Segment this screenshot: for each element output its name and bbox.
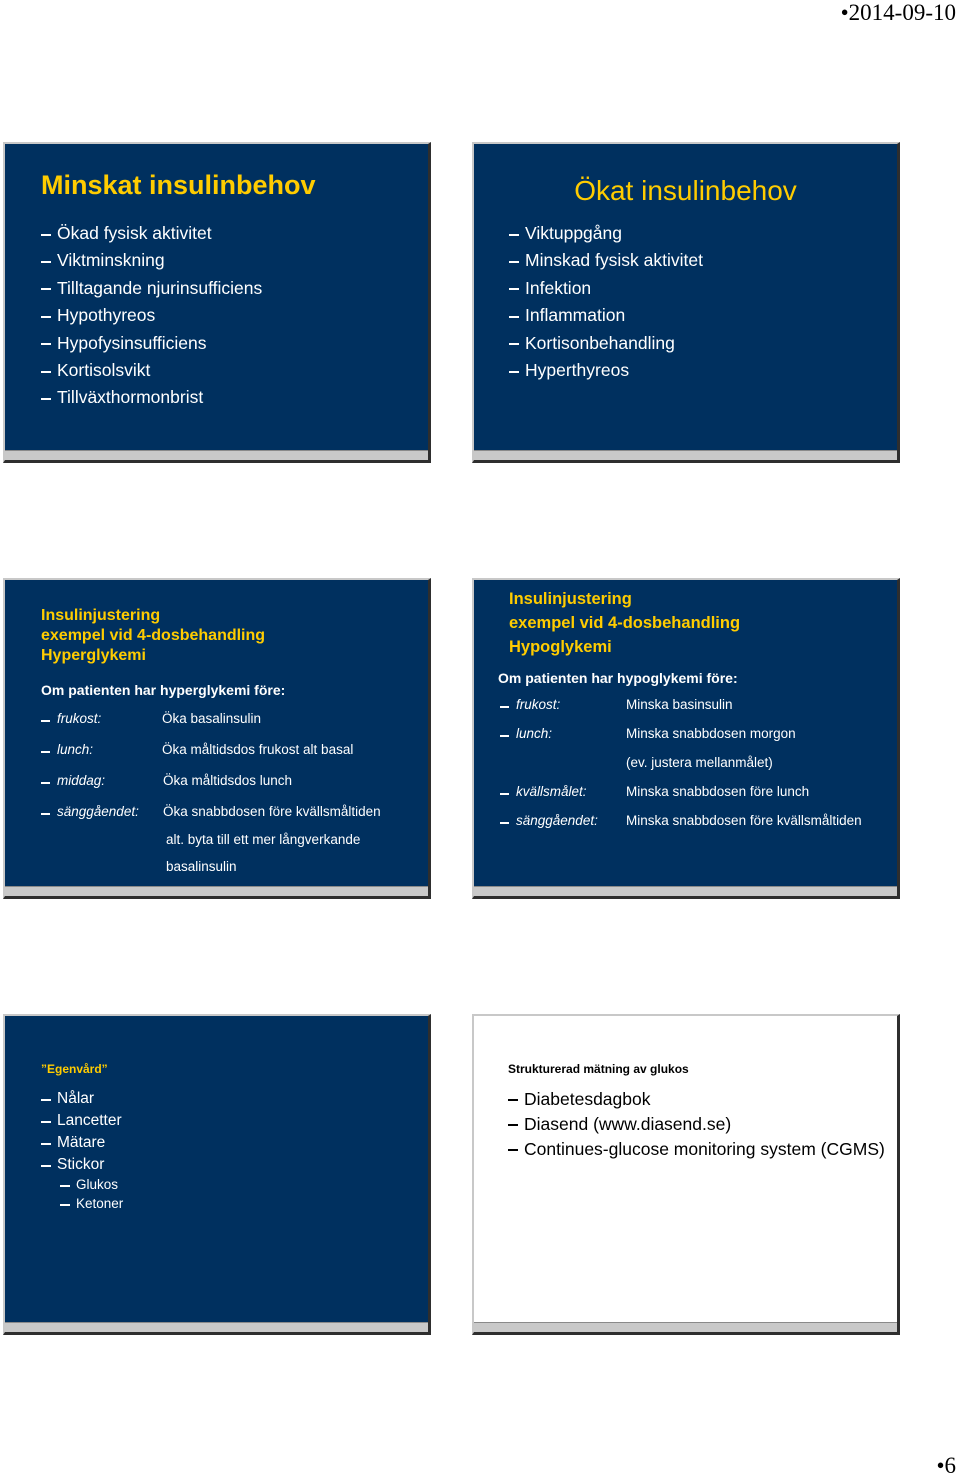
bullet-list xyxy=(509,220,703,384)
intro-text: Om patienten har hypoglykemi före: xyxy=(498,670,738,686)
row-value: Öka basalinsulin xyxy=(162,711,262,726)
bullet-list xyxy=(41,220,262,412)
row-label: middag: xyxy=(57,773,106,788)
slide-title: Ökat insulinbehov xyxy=(574,175,797,206)
row-label: kvällsmålet: xyxy=(516,784,587,799)
list-item: Diasend (www.diasend.se) xyxy=(508,1114,884,1134)
slide-title: ”Egenvård” xyxy=(41,1062,108,1076)
title-line: Insulinjustering xyxy=(41,607,161,624)
row-value: Minska snabbdosen morgon xyxy=(626,726,796,741)
list-item: Kortisolsvikt xyxy=(41,357,262,384)
row-value: Minska basinsulin xyxy=(626,697,733,712)
title-line: Hyperglykemi xyxy=(41,647,146,664)
list-item: Glukos xyxy=(60,1175,123,1194)
row-label: sänggåendet: xyxy=(516,813,598,828)
list-item: Viktuppgång xyxy=(509,220,703,247)
dash-marker xyxy=(500,822,509,824)
slide-okat-insulinbehov xyxy=(472,142,900,463)
dash-marker xyxy=(41,751,50,753)
list-item: Infektion xyxy=(509,275,703,302)
slide-title: Strukturerad mätning av glukos xyxy=(508,1062,689,1076)
row-label: lunch: xyxy=(57,742,94,757)
list-item: Tilltagande njurinsufficiens xyxy=(41,275,262,302)
row-value: Minska snabbdosen före lunch xyxy=(626,784,810,799)
list-item: Kortisonbehandling xyxy=(509,330,703,357)
list-item: Ökad fysisk aktivitet xyxy=(41,220,262,247)
list-item: Mätare xyxy=(41,1132,122,1154)
list-item: Stickor xyxy=(41,1154,122,1176)
list-item: Lancetter xyxy=(41,1110,122,1132)
list-item: Ketoner xyxy=(60,1194,123,1213)
row-label: frukost: xyxy=(57,711,102,726)
note-text: (ev. justera mellanmålet) xyxy=(626,755,773,770)
header-date: •2014-09-10 xyxy=(840,0,956,25)
dash-marker xyxy=(41,720,50,722)
slide-hyperglykemi xyxy=(3,578,431,899)
list-item: Hypothyreos xyxy=(41,302,262,329)
list-item: Minskad fysisk aktivitet xyxy=(509,247,703,274)
slide-title xyxy=(509,587,740,659)
row-value: Öka snabbdosen före kvällsmåltiden xyxy=(163,804,381,819)
list-item: Diabetesdagbok xyxy=(508,1089,884,1109)
list-item: Hypofysinsufficiens xyxy=(41,330,262,357)
dash-marker xyxy=(500,793,509,795)
title-line: exempel vid 4-dosbehandling xyxy=(41,627,266,644)
row-value: Minska snabbdosen före kvällsmåltiden xyxy=(626,813,862,828)
title-line: Insulinjustering xyxy=(509,590,632,608)
dash-marker xyxy=(41,782,50,784)
row-label: sänggåendet: xyxy=(57,804,139,819)
list-item: Inflammation xyxy=(509,302,703,329)
slide-strukturerad-matning xyxy=(472,1014,900,1335)
intro-text: Om patienten har hyperglykemi före: xyxy=(41,682,286,698)
bullet-list xyxy=(508,1089,884,1164)
dash-marker xyxy=(500,735,509,737)
list-item: Nålar xyxy=(41,1088,122,1110)
dash-marker xyxy=(41,813,50,815)
extra-line: basalinsulin xyxy=(166,859,237,874)
extra-line: alt. byta till ett mer långverkande xyxy=(166,832,361,847)
dash-marker xyxy=(500,706,509,708)
slide-egenvard xyxy=(3,1014,431,1335)
list-item: Tillväxthormonbrist xyxy=(41,384,262,411)
row-value: Öka måltidsdos lunch xyxy=(163,773,293,788)
title-line: Hypoglykemi xyxy=(509,638,612,656)
list-item: Viktminskning xyxy=(41,247,262,274)
bullet-list xyxy=(41,1088,122,1176)
page-number: •6 xyxy=(936,1453,956,1478)
list-item: Hyperthyreos xyxy=(509,357,703,384)
slide-title xyxy=(41,606,265,666)
list-item: Continues-glucose monitoring system (CGMS) xyxy=(508,1139,884,1159)
slide-title: Minskat insulinbehov xyxy=(41,170,316,200)
slide-hypoglykemi xyxy=(472,578,900,899)
slide-minskat-insulinbehov xyxy=(3,142,431,463)
row-label: frukost: xyxy=(516,697,561,712)
row-label: lunch: xyxy=(516,726,553,741)
row-value: Öka måltidsdos frukost alt basal xyxy=(162,742,354,757)
sub-bullet-list xyxy=(60,1175,123,1213)
title-line: exempel vid 4-dosbehandling xyxy=(509,614,741,632)
